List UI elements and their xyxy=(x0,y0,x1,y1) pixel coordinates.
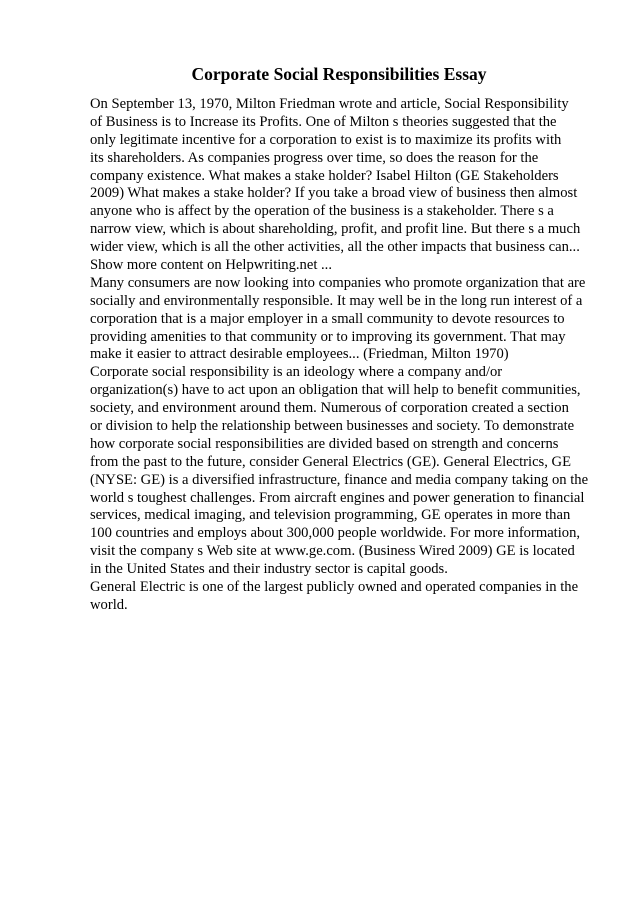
text-line: its shareholders. As companies progress over time, so does the reason for the xyxy=(90,149,539,166)
text-line: make it easier to attract desirable employees... (Friedman, Milton 1970) xyxy=(90,346,509,363)
text-line: visit the company s Web site at www.ge.com. (Business Wired 2009) GE is located xyxy=(90,543,575,560)
document-title: Corporate Social Responsibilities Essay xyxy=(191,64,487,84)
text-line: in the United States and their industry sector is capital goods. xyxy=(90,561,448,578)
text-line: 2009) What makes a stake holder? If you take a broad view of business then almost xyxy=(90,185,578,202)
text-line: society, and environment around them. Numerous of corporation created a section xyxy=(90,400,569,417)
text-line: of Business is to Increase its Profits. One of Milton s theories suggested that the xyxy=(90,113,557,130)
text-line: wider view, which is all the other activities, all the other impacts that business can... xyxy=(90,239,580,256)
text-line: how corporate social responsibilities are divided based on strength and concerns xyxy=(90,435,559,452)
document-body xyxy=(90,96,590,615)
text-line: On September 13, 1970, Milton Friedman wrote and article, Social Responsibility xyxy=(90,96,569,112)
text-line: General Electric is one of the largest publicly owned and operated companies in the xyxy=(90,579,579,596)
text-line: Corporate social responsibility is an ideology where a company and/or xyxy=(90,364,503,381)
text-line: corporation that is a major employer in a small community to devote resources to xyxy=(90,310,565,327)
text-line: 100 countries and employs about 300,000 people worldwide. For more information, xyxy=(90,525,581,542)
text-line: or division to help the relationship between businesses and society. To demonstrate xyxy=(90,418,575,435)
text-line: world s toughest challenges. From aircraft engines and power generation to financial xyxy=(90,489,585,506)
text-line: world. xyxy=(90,596,128,613)
text-line: providing amenities to that community or to improving its government. That may xyxy=(90,328,566,345)
text-line: organization(s) have to act upon an obligation that will help to benefit communities, xyxy=(90,382,581,399)
text-line: from the past to the future, consider General Electrics (GE). General Electrics, GE xyxy=(90,453,571,470)
text-line: socially and environmentally responsible. It may well be in the long run interest of a xyxy=(90,292,583,309)
text-line: (NYSE: GE) is a diversified infrastructure, finance and media company taking on the xyxy=(90,471,589,488)
text-line: narrow view, which is about shareholding, profit, and profit line. But there s a much xyxy=(90,221,581,238)
text-line: only legitimate incentive for a corporation to exist is to maximize its profits with xyxy=(90,131,562,148)
show-more-line: Show more content on Helpwriting.net ... xyxy=(90,257,332,274)
text-line: company existence. What makes a stake holder? Isabel Hilton (GE Stakeholders xyxy=(90,167,559,184)
text-line: Many consumers are now looking into companies who promote organization that are xyxy=(90,274,586,291)
text-line: anyone who is affect by the operation of the business is a stakeholder. There s a xyxy=(90,203,554,220)
text-line: services, medical imaging, and television programming, GE operates in more than xyxy=(90,507,571,524)
